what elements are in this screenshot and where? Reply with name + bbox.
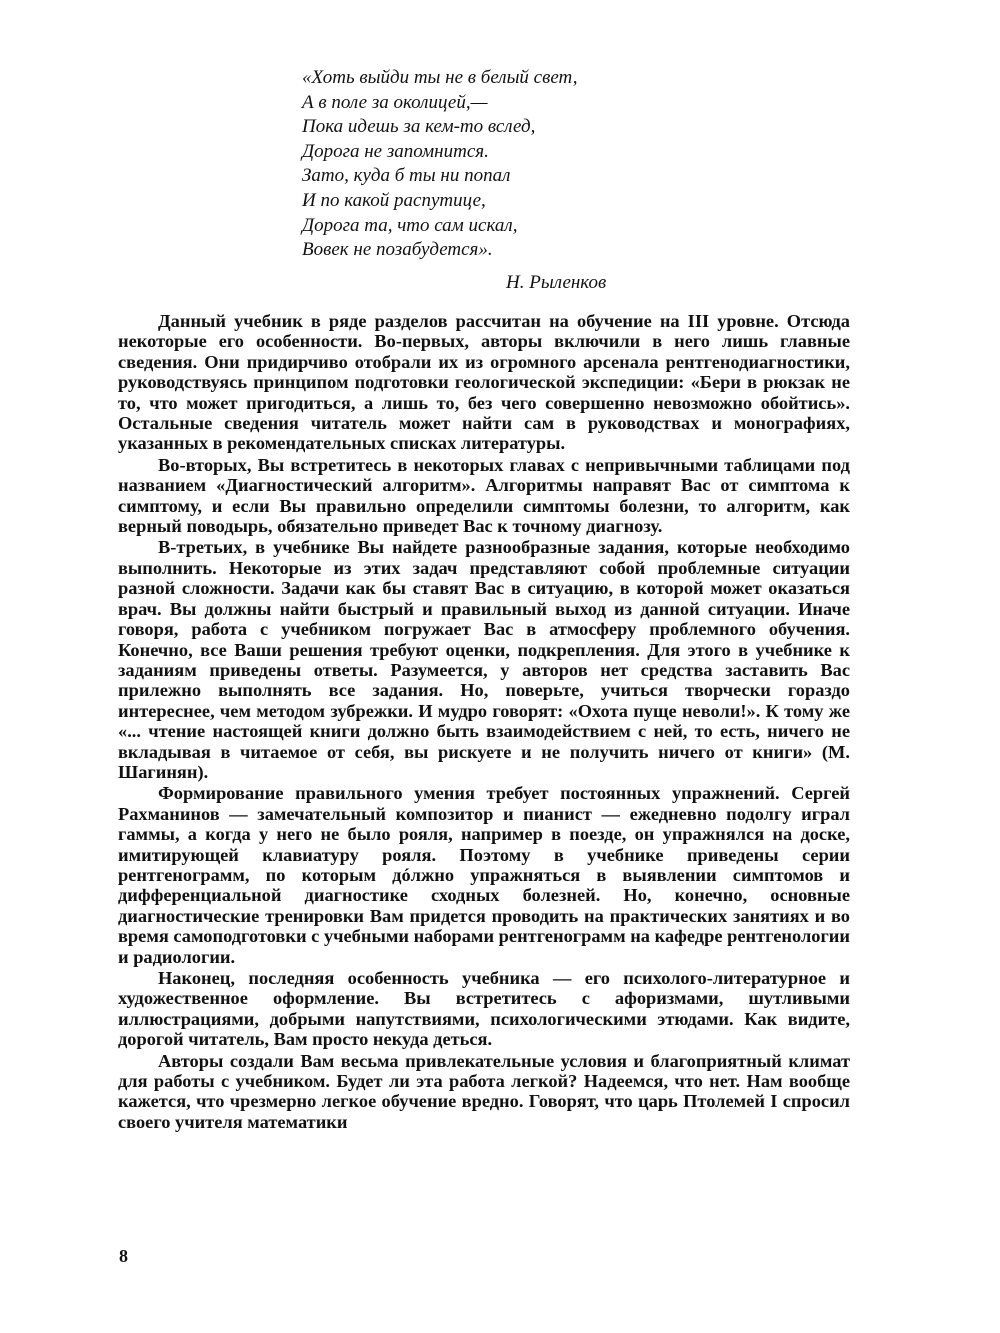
paragraph: Формирование правильного умения требует постоянных упражнений. Сергей Рахманинов — замечательный композитор и пианист — ежедневно подолгу играл гаммы, а когда у него не было рояля, например в поезде, он упражнялся на доске, имитирующей клавиатуру рояля. Поэтому в учебнике приведены серии рентгенограмм, по которым дóлжно упражняться в выявлении симптомов и дифференциальной диагностике сходных болезней. Но, конечно, основные диагностические тренировки Вам придется проводить на практических занятиях и во время самоподготовки с учебными наборами рентгенограмм на кафедре рентгенологии и радиологии. bbox=[118, 783, 850, 967]
poem-line: Пока идешь за кем-то вслед, bbox=[302, 116, 536, 138]
paragraph: В-третьих, в учебнике Вы найдете разнообразные задания, которые необходимо выполнить. Некоторые из этих задач представляют собой проблемные ситуации разной сложности. Задачи как бы ставят Вас в ситуацию, в которой может оказаться врач. Вы должны найти быстрый и правильный выход из данной ситуации. Иначе говоря, работа с учебником погружает Вас в атмосферу проблемного обучения. Конечно, все Ваши решения требуют оценки, подкрепления. Для этого в учебнике к заданиям приведены ответы. Разумеется, у авторов нет средства заставить Вас прилежно выполнять все задания. Но, поверьте, учиться творчески гораздо интереснее, чем методом зубрежки. И мудро говорят: «Охота пуще неволи!». К тому же «... чтение настоящей книги должно быть взаимодействием с ней, то есть, ничего не вкладывая в читаемое от себя, вы рискуете и не получить ничего от книги» (М. Шагинян). bbox=[118, 537, 850, 782]
poem-line: А в поле за околицей,— bbox=[302, 91, 488, 113]
poem-line: Дорога не запомнится. bbox=[302, 140, 489, 162]
paragraph: Во-вторых, Вы встретитесь в некоторых главах с непривычными таблицами под названием «Диагностический алгоритм». Алгоритмы направят Вас от симптома к симптому, и если Вы правильно определили симптомы болезни, то алгоритм, как верный поводырь, обязательно приведет Вас к точному диагнозу. bbox=[118, 454, 850, 537]
paragraph: Наконец, последняя особенность учебника — его психолого-литературное и художественное оформление. Вы встретитесь с афоризмами, шутливыми иллюстрациями, добрыми напутствиями, психологическими этюдами. Как видите, дорогой читатель, Вам просто некуда деться. bbox=[118, 968, 850, 1050]
poem-line: И по какой распутице, bbox=[302, 189, 486, 211]
poem-line: Дорога та, что сам искал, bbox=[302, 214, 518, 236]
epigraph-poem bbox=[302, 66, 722, 263]
page-number: 8 bbox=[119, 1246, 128, 1266]
poem-line: Вовек не позабудется». bbox=[302, 239, 493, 261]
epigraph-author: Н. Рыленков bbox=[506, 272, 607, 293]
paragraph: Авторы создали Вам весьма привлекательные условия и благоприятный климат для работы с учебником. Будет ли эта работа легкой? Надеемся, что нет. Нам вообще кажется, что чрезмерно легкое обучение вредно. Говорят, что царь Птолемей I спросил своего учителя математики bbox=[118, 1050, 850, 1132]
paragraph: Данный учебник в ряде разделов рассчитан на обучение на III уровне. Отсюда некоторые его особенности. Во-первых, авторы включили в него лишь главные сведения. Они придирчиво отобрали их из огромного арсенала рентгенодиагностики, руководствуясь принципом подготовки геологической экспедиции: «Бери в рюкзак не то, что может пригодиться, а лишь то, без чего совершенно невозможно обойтись». Остальные сведения читатель может найти сам в руководствах и монографиях, указанных в рекомендательных списках литературы. bbox=[118, 311, 850, 454]
poem-line: «Хоть выйди ты не в белый свет, bbox=[302, 67, 578, 88]
poem-line: Зато, куда б ты ни попал bbox=[302, 165, 511, 187]
body-text bbox=[118, 311, 850, 1133]
